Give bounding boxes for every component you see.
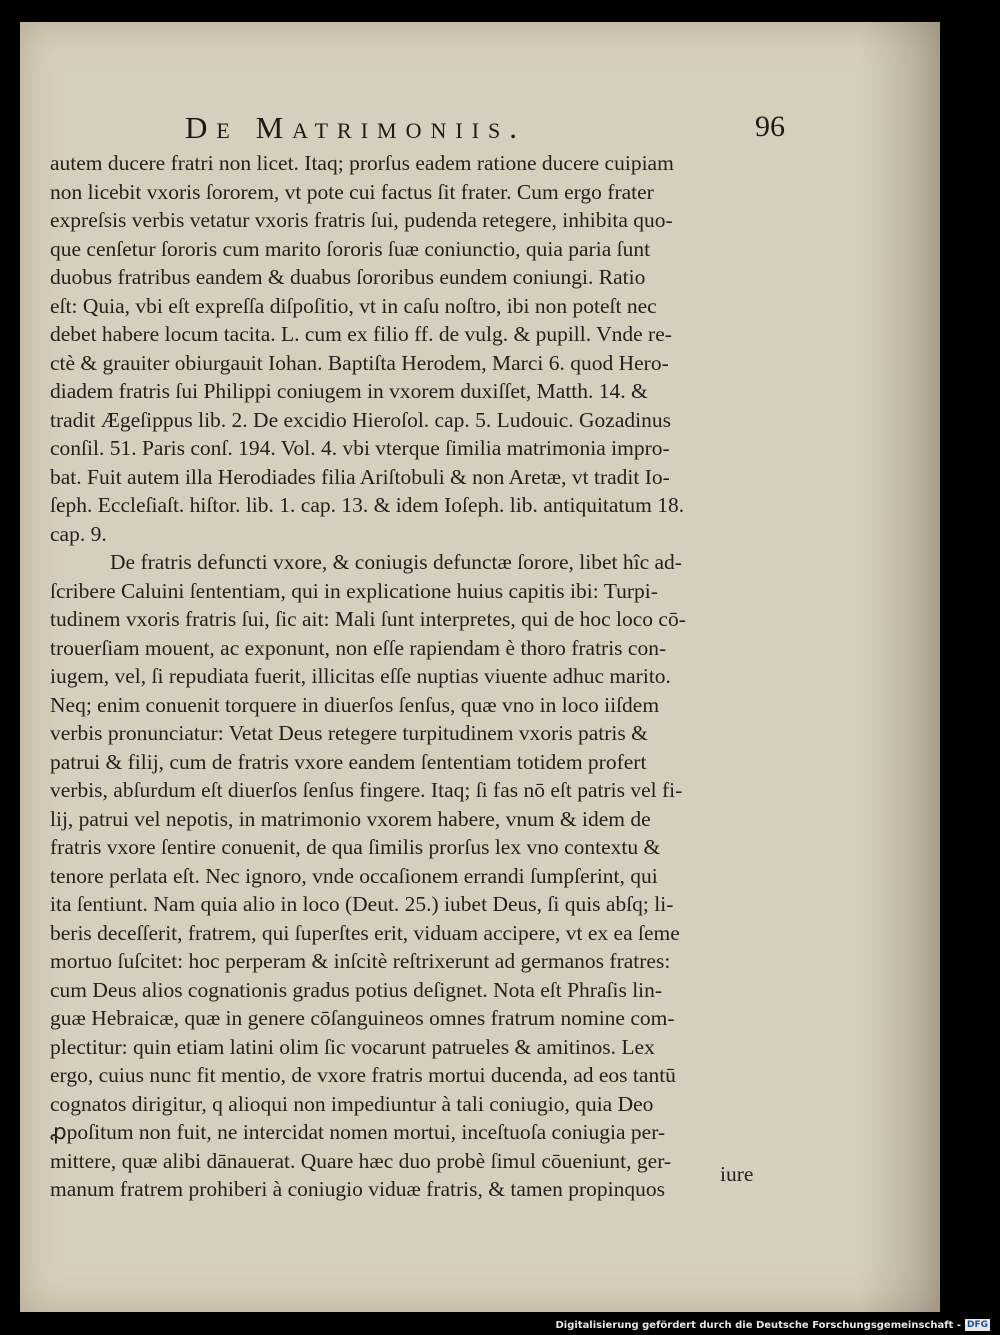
text-line: cum Deus alios cognationis gradus potius deſignet. Nota eſt Phraſis lin- <box>50 977 663 1002</box>
text-line: De fratris defuncti vxore, & coniugis defunctæ ſorore, libet hîc ad- <box>110 550 682 574</box>
text-line: diadem fratris ſui Philippi coniugem in vxorem duxiſſet, Matth. 14. & <box>50 379 648 403</box>
text-line: Neq; enim conuenit torquere in diuerſos ſenſus, quæ vno in loco iiſdem <box>50 692 660 717</box>
text-line: debet habere locum tacita. L. cum ex filio ff. de vulg. & pupill. Vnde re- <box>50 322 672 346</box>
text-line: tenore perlata eſt. Nec ignoro, vnde occaſionem errandi ſumpſerint, qui <box>50 863 658 888</box>
text-line: ſeph. Eccleſiaſt. hiſtor. lib. 1. cap. 13. & idem Ioſeph. lib. antiquitatum 18. <box>50 493 685 517</box>
funding-credit: Digitalisierung gefördert durch die Deutsche Forschungsgemeinschaft - <box>555 1319 961 1331</box>
text-line: tradit Ægeſippus lib. 2. De excidio Hieroſol. cap. 5. Ludouic. Gozadinus <box>50 407 671 432</box>
text-line: autem ducere fratri non licet. Itaq; prorſus eadem ratione ducere cuipiam <box>50 151 674 175</box>
text-line: tudinem vxoris fratris ſui, ſic ait: Mali ſunt interpretes, qui de hoc loco cō- <box>50 607 686 631</box>
text-line: expreſsis verbis vetatur vxoris fratris ſui, pudenda retegere, inhibita quo- <box>50 208 673 232</box>
text-line: que cenſetur ſororis cum marito ſororis ſuæ coniunctio, quia paria ſunt <box>50 236 651 261</box>
text-line: plectitur: quin etiam latini olim ſic vocarunt patrueles & amitinos. Lex <box>50 1034 655 1059</box>
text-line: ſcribere Caluini ſententiam, qui in explicatione huius capitis ibi: Turpi- <box>50 578 658 603</box>
text-line: ergo, cuius nunc fit mentio, de vxore fratris mortui ducenda, ad eos tantū <box>50 1063 676 1087</box>
text-line: lij, patrui vel nepotis, in matrimonio vxorem habere, vnum & idem de <box>50 806 651 831</box>
page-number: 96 <box>755 110 785 143</box>
text-line: cap. 9. <box>50 521 107 546</box>
text-line: non licebit vxoris ſororem, vt pote cui factus ſit frater. Cum ergo frater <box>50 179 654 204</box>
text-line: ita ſentiunt. Nam quia alio in loco (Deut. 25.) iubet Deus, ſi quis abſq; li- <box>50 892 674 916</box>
text-line: mortuo ſuſcitet: hoc perperam & inſcitè reſtrixerunt ad germanos fratres: <box>50 949 671 973</box>
text-line: mittere, quæ alibi dānauerat. Quare hæc duo probè ſimul cōueniunt, ger- <box>50 1148 672 1173</box>
text-line: cognatos dirigitur, q alioqui non impediuntur à tali coniugio, quia Deo <box>50 1091 654 1116</box>
book-page <box>20 22 940 1312</box>
page-title: De Matrimoniis. <box>185 110 527 145</box>
text-line: fratris vxore ſentire conuenit, de qua ſimilis prorſus lex vno contextu & <box>50 835 661 859</box>
text-line: conſil. 51. Paris conſ. 194. Vol. 4. vbi vterque ſimilia matrimonia impro- <box>50 436 670 460</box>
catchword: iure <box>720 1162 754 1186</box>
text-line: verbis, abſurdum eſt diuerſos ſenſus fingere. Itaq; ſi fas nō eſt patris vel fi- <box>50 778 683 802</box>
text-line: duobus fratribus eandem & duabus ſororibus eundem coniungi. Ratio <box>50 265 646 289</box>
text-line: trouerſiam mouent, ac exponunt, non eſſe rapiendam è thoro fratris con- <box>50 635 667 660</box>
text-line: ctè & grauiter obiurgauit Iohan. Baptiſta Herodem, Marci 6. quod Hero- <box>50 350 669 375</box>
text-line: verbis pronunciatur: Vetat Deus retegere turpitudinem vxoris patris & <box>50 721 648 745</box>
text-line: iugem, vel, ſi repudiata fuerit, illicitas eſſe nuptias viuente adhuc marito. <box>50 664 671 688</box>
dfg-logo: DFG <box>966 1320 988 1330</box>
digitization-footer <box>555 1318 990 1332</box>
body-text <box>50 149 785 1204</box>
text-line: manum fratrem prohiberi à coniugio viduæ fratris, & tamen propinquos <box>50 1177 665 1201</box>
text-line: bat. Fuit autem illa Herodiades filia Ariſtobuli & non Aretæ, vt tradit Io- <box>50 464 670 489</box>
text-line: guæ Hebraicæ, quæ in genere cōſanguineos omnes fratrum nomine com- <box>50 1006 675 1030</box>
text-line: eſt: Quia, vbi eſt expreſſa diſpoſitio, vt in caſu noſtro, ibi non poteſt nec <box>50 293 657 318</box>
text-line: beris deceſſerit, fratrem, qui ſuperſtes erit, viduam accipere, vt ex ea ſeme <box>50 920 680 945</box>
text-line: patrui & filij, cum de fratris vxore eandem ſententiam totidem profert <box>50 749 647 774</box>
text-line: ꝓpoſitum non fuit, ne intercidat nomen mortui, inceſtuoſa coniugia per- <box>50 1120 666 1144</box>
